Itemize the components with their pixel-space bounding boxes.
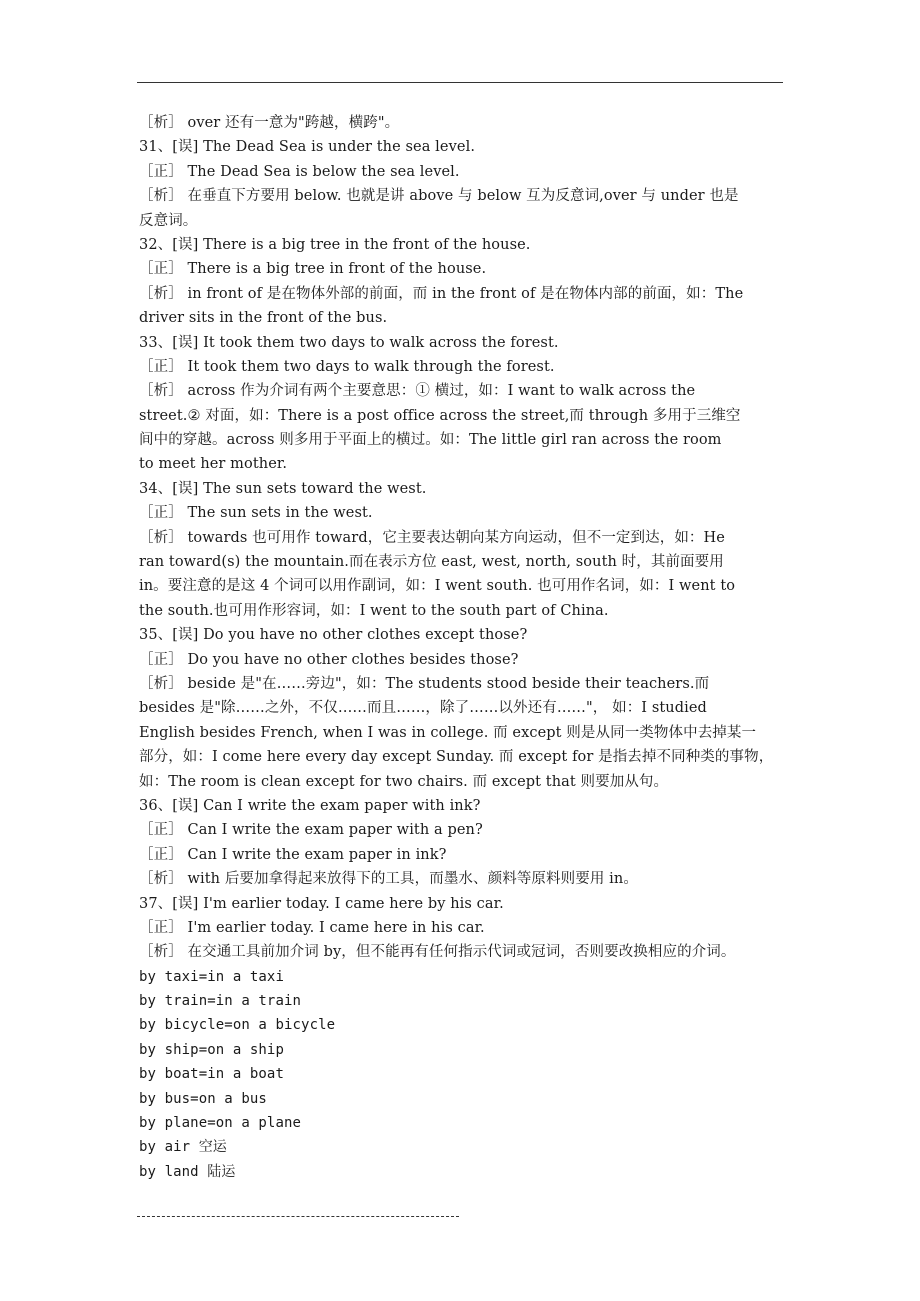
text-line: 部分，如：I come here every day except Sunday. 而 except for 是指去掉不同种类的事物， (139, 749, 774, 766)
text-line: by air 空运 (139, 1139, 227, 1156)
text-line: driver sits in the front of the bus. (139, 310, 388, 327)
text-line: 35、[误] Do you have no other clothes except those? (139, 627, 528, 644)
text-line: 反意词。 (139, 212, 198, 229)
text-line: by plane=on a plane (139, 1115, 302, 1132)
header-rule (137, 82, 783, 83)
text-line: ［析］ over 还有一意为"跨越，横跨"。 (139, 115, 400, 131)
text-line: 如：The room is clean except for two chairs. 而 except that 则要加从句。 (139, 773, 669, 790)
text-line: ［正］ The Dead Sea is below the sea level. (139, 163, 460, 180)
text-line: 31、[误] The Dead Sea is under the sea level. (139, 139, 476, 156)
text-line: ［析］ towards 也可用作 toward，它主要表达朝向某方向运动，但不一定到达，如：He (139, 529, 725, 546)
text-line: ［正］ Can I write the exam paper in ink? (139, 846, 447, 863)
text-line: ［正］ Can I write the exam paper with a pen? (139, 822, 483, 839)
text-line: in。要注意的是这 4 个词可以用作副词，如：I went south. 也可用作名词，如：I went to (139, 578, 736, 595)
text-line: besides 是"除……之外，不仅……而且……，除了……以外还有……"， 如：I studied (139, 700, 707, 717)
footer-rule (137, 1216, 459, 1217)
text-line: ［析］ with 后要加拿得起来放得下的工具，而墨水、颜料等原料则要用 in。 (139, 871, 638, 888)
text-line: 36、[误] Can I write the exam paper with ink? (139, 797, 481, 814)
text-line: ［析］ 在垂直下方要用 below. 也就是讲 above 与 below 互为反意词,over 与 under 也是 (139, 188, 739, 205)
text-line: 32、[误] There is a big tree in the front of the house. (139, 236, 531, 253)
text-line: ［正］ Do you have no other clothes besides those? (139, 651, 519, 668)
text-line: the south.也可用作形容词，如：I went to the south part of China. (139, 602, 609, 619)
text-line: ［析］ in front of 是在物体外部的前面，而 in the front of 是在物体内部的前面，如：The (139, 285, 744, 302)
text-line: ［正］ It took them two days to walk through the forest. (139, 358, 555, 375)
text-line: by bus=on a bus (139, 1090, 267, 1107)
text-line: to meet her mother. (139, 456, 288, 473)
text-line: ［正］ There is a big tree in front of the house. (139, 261, 487, 278)
text-line: by bicycle=on a bicycle (139, 1017, 336, 1034)
document-body (139, 111, 787, 1184)
text-line: by boat=in a boat (139, 1066, 284, 1083)
text-line: 间中的穿越。across 则多用于平面上的横过。如：The little girl ran across the room (139, 432, 722, 449)
text-line: 34、[误] The sun sets toward the west. (139, 480, 427, 497)
text-line: ［正］ The sun sets in the west. (139, 505, 373, 522)
text-line: ［析］ 在交通工具前加介词 by，但不能再有任何指示代词或冠词，否则要改换相应的介词。 (139, 944, 736, 961)
text-line: by land 陆运 (139, 1163, 236, 1180)
text-line: by taxi=in a taxi (139, 968, 284, 985)
text-line: ［析］ across 作为介词有两个主要意思：① 横过，如：I want to walk across the (139, 383, 696, 400)
text-line: street.② 对面，如：There is a post office across the street,而 through 多用于三维空 (139, 407, 741, 424)
text-line: 37、[误] I'm earlier today. I came here by his car. (139, 895, 504, 912)
text-line: ［析］ beside 是"在……旁边"，如：The students stood beside their teachers.而 (139, 675, 710, 692)
text-line: English besides French, when I was in college. 而 except 则是从同一类物体中去掉某一 (139, 724, 757, 741)
text-line: ran toward(s) the mountain.而在表示方位 east, west, north, south 时，其前面要用 (139, 554, 724, 571)
text-line: 33、[误] It took them two days to walk across the forest. (139, 334, 559, 351)
text-line: by ship=on a ship (139, 1041, 284, 1058)
text-line: by train=in a train (139, 993, 302, 1010)
text-line: ［正］ I'm earlier today. I came here in his car. (139, 919, 485, 936)
